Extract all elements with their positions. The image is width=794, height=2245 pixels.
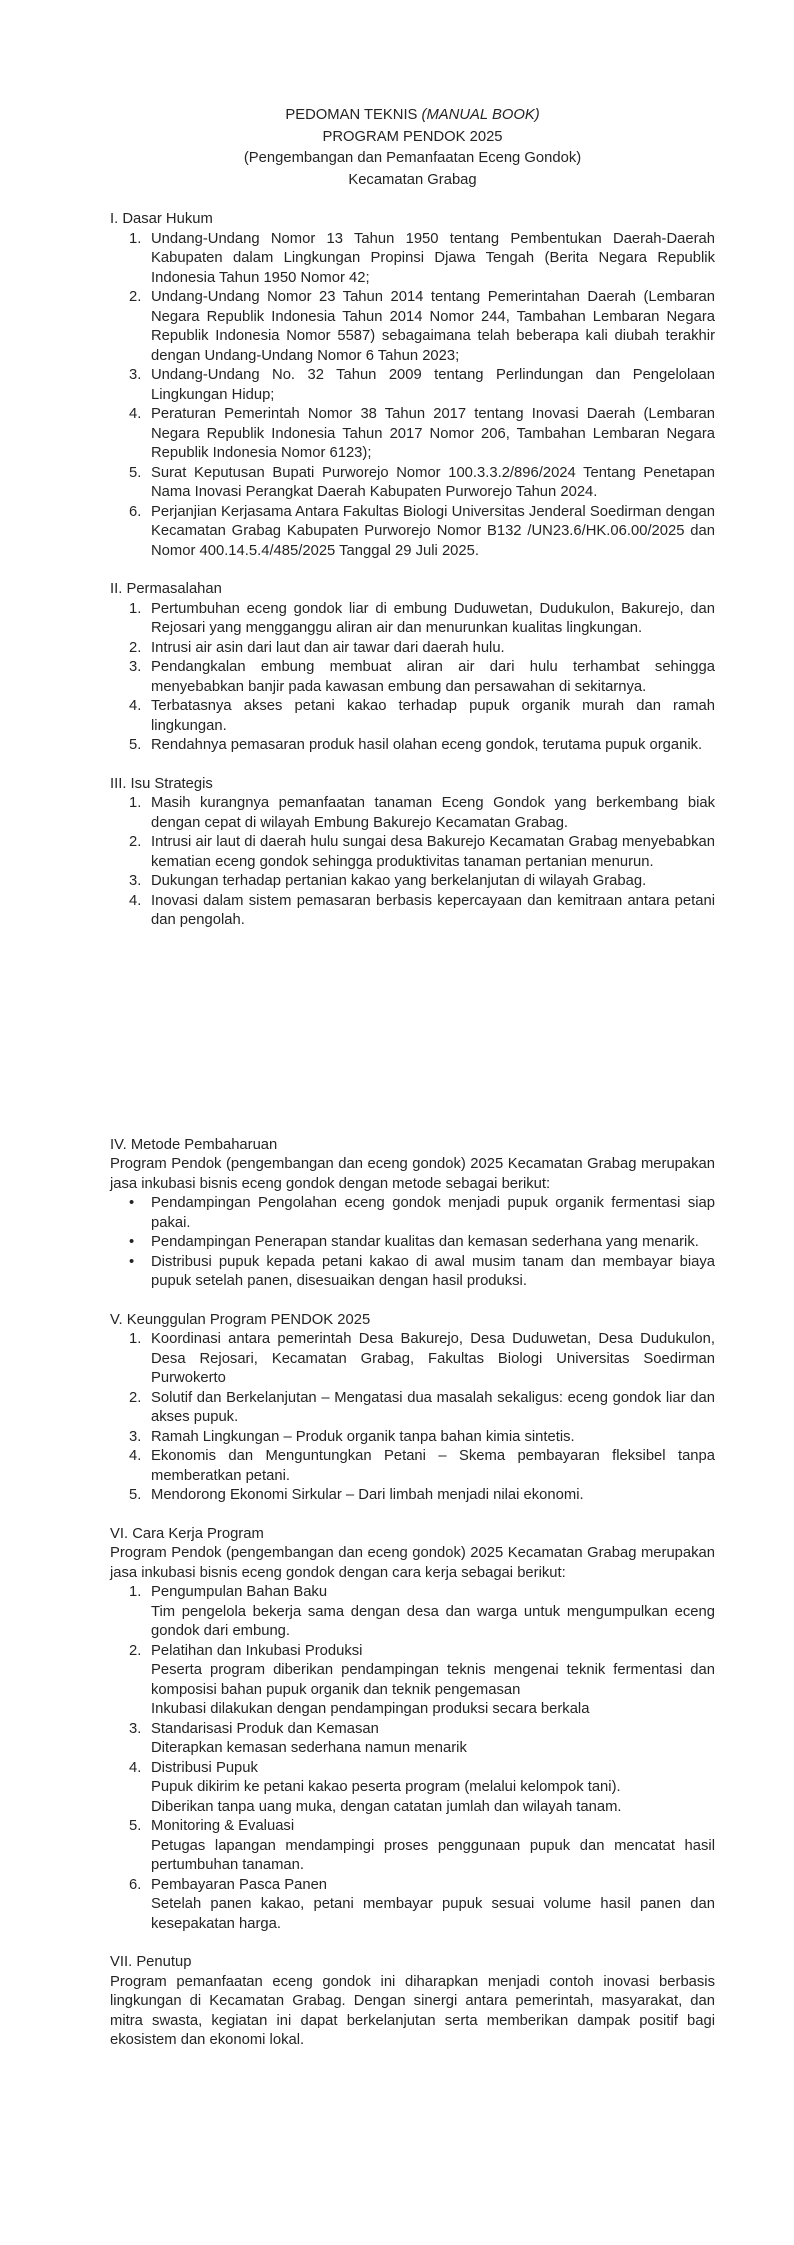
number-marker: 5. xyxy=(129,464,142,481)
list-item-body xyxy=(151,1330,715,1389)
list-item-text: Undang-Undang Nomor 13 Tahun 1950 tentang Pembentukan Daerah-Daerah Kabupaten dalam Lingkungan Propinsi Djawa Tengah (Berita Negara Republik Indonesia Tahun 1950 Nomor 42; xyxy=(151,230,715,286)
list-item-text: Rendahnya pemasaran produk hasil olahan eceng gondok, terutama pupuk organik. xyxy=(151,737,703,753)
section xyxy=(110,1953,715,2051)
number-marker: 4. xyxy=(129,1759,142,1776)
list-item xyxy=(110,1253,715,1292)
list-item-body xyxy=(151,288,715,366)
bullet-marker: • xyxy=(129,1195,135,1211)
list-item-body xyxy=(151,1233,715,1253)
number-marker: 4. xyxy=(129,1448,142,1464)
bullet-marker: • xyxy=(129,1234,135,1250)
number-marker: 6. xyxy=(129,503,142,520)
list-item xyxy=(110,1720,715,1759)
section-paragraph: Program pemanfaatan eceng gondok ini diharapkan menjadi contoh inovasi berbasis lingkungan di Kecamatan Grabag. Dengan sinergi antara pemerintah, masyarakat, dan mitra swasta, kegiatan ini dapat berkelanjutan serta memberikan dampak positif bagi ekosistem dan ekonomi lokal. xyxy=(110,1973,715,2048)
list-item-body xyxy=(151,503,715,562)
section xyxy=(110,1311,715,1506)
document-title-line-2: PROGRAM PENDOK 2025 xyxy=(322,128,503,145)
list-item-body xyxy=(151,833,715,872)
list-item-body xyxy=(151,1876,715,1935)
list-item-body xyxy=(151,1447,715,1486)
numbered-list xyxy=(110,1330,715,1506)
list-item-text: Mendorong Ekonomi Sirkular – Dari limbah menjadi nilai ekonomi. xyxy=(151,1487,584,1503)
list-item-body xyxy=(151,464,715,503)
list-item-body xyxy=(151,1194,715,1233)
title-main-text: PEDOMAN TEKNIS xyxy=(285,107,422,123)
number-marker: 3. xyxy=(129,1720,142,1737)
section xyxy=(110,1136,715,1292)
number-marker: 2. xyxy=(129,834,142,850)
list-item xyxy=(110,1389,715,1428)
section xyxy=(110,1525,715,1935)
list-item-body xyxy=(151,1253,715,1292)
number-marker: 3. xyxy=(129,1428,142,1445)
document-page-1 xyxy=(110,210,715,931)
list-item-detail: Inkubasi dilakukan dengan pendampingan produksi secara berkala xyxy=(151,1701,590,1717)
list-item xyxy=(110,697,715,736)
list-item-text: Monitoring & Evaluasi xyxy=(151,1818,295,1834)
list-item-detail: Diberikan tanpa uang muka, dengan catatan jumlah dan wilayah tanam. xyxy=(151,1798,622,1815)
list-item-text: Terbatasnya akses petani kakao terhadap pupuk organik murah dan ramah lingkungan. xyxy=(151,698,715,734)
list-item-body xyxy=(151,366,715,405)
document-page-2 xyxy=(110,1136,715,2051)
list-item-body xyxy=(151,1486,715,1506)
list-item-text: Pelatihan dan Inkubasi Produksi xyxy=(151,1642,363,1659)
section-heading: I. Dasar Hukum xyxy=(110,211,213,227)
list-item-body xyxy=(151,405,715,464)
list-item-text: Pertumbuhan eceng gondok liar di embung Duduwetan, Dudukulon, Bakurejo, dan Rejosari yang mengganggu aliran air dan menurunkan kualitas lingkungan. xyxy=(151,600,715,636)
list-item-text: Peraturan Pemerintah Nomor 38 Tahun 2017 tentang Inovasi Daerah (Lembaran Negara Republik Indonesia Tahun 2017 Nomor 206, Tambahan Lembaran Negara Republik Indonesia Nomor 6123); xyxy=(151,406,715,461)
list-item xyxy=(110,794,715,833)
list-item xyxy=(110,288,715,366)
list-item xyxy=(110,833,715,872)
bulleted-list xyxy=(110,1194,715,1292)
list-item-body xyxy=(151,1583,715,1642)
list-item xyxy=(110,892,715,931)
section-heading: VI. Cara Kerja Program xyxy=(110,1525,264,1542)
numbered-list xyxy=(110,1583,715,1934)
number-marker: 3. xyxy=(129,659,142,675)
list-item-text: Undang-Undang Nomor 23 Tahun 2014 tentang Pemerintahan Daerah (Lembaran Negara Republik Indonesia Tahun 2014 Nomor 244, Tambahan Lembaran Negara Republik Indonesia Nomor 5587) sebagaimana telah beberapa kali diubah terakhir dengan Undang-Undang Nomor 6 Tahun 2023; xyxy=(151,289,715,364)
numbered-list xyxy=(110,794,715,931)
list-item xyxy=(110,600,715,639)
list-item-text: Ekonomis dan Menguntungkan Petani – Skema pembayaran fleksibel tanpa memberatkan petani. xyxy=(151,1448,715,1484)
number-marker: 3. xyxy=(129,367,142,383)
number-marker: 5. xyxy=(129,1818,142,1834)
list-item-text: Distribusi pupuk kepada petani kakao di awal musim tanam dan membayar biaya pupuk setelah panen, disesuaikan dengan hasil produksi. xyxy=(151,1253,715,1289)
section-heading: III. Isu Strategis xyxy=(110,775,213,792)
number-marker: 1. xyxy=(129,1331,142,1347)
section-heading: VII. Penutup xyxy=(110,1954,192,1970)
title-italic-text: (MANUAL BOOK) xyxy=(421,107,540,123)
list-item xyxy=(110,1428,715,1448)
list-item-text: Ramah Lingkungan – Produk organik tanpa bahan kimia sintetis. xyxy=(151,1428,575,1445)
number-marker: 3. xyxy=(129,873,142,889)
list-item-body xyxy=(151,230,715,289)
list-item-body xyxy=(151,658,715,697)
list-item-text: Undang-Undang No. 32 Tahun 2009 tentang Perlindungan dan Pengelolaan Lingkungan Hidup; xyxy=(151,367,715,403)
list-item-text: Intrusi air laut di daerah hulu sungai desa Bakurejo Kecamatan Grabag menyebabkan kematian eceng gondok sehingga produktivitas tanaman pertanian menurun. xyxy=(151,834,715,870)
section-heading: II. Permasalahan xyxy=(110,581,222,597)
list-item xyxy=(110,639,715,659)
number-marker: 2. xyxy=(129,639,142,656)
number-marker: 1. xyxy=(129,1584,142,1600)
list-item-body xyxy=(151,697,715,736)
number-marker: 6. xyxy=(129,1876,142,1893)
list-item-detail: Peserta program diberikan pendampingan teknis mengenai teknik fermentasi dan komposisi bahan pupuk organik dan teknik pengemasan xyxy=(151,1662,715,1698)
number-marker: 1. xyxy=(129,795,142,811)
list-item xyxy=(110,1817,715,1876)
list-item xyxy=(110,464,715,503)
list-item-body xyxy=(151,1817,715,1876)
list-item-detail: Diterapkan kemasan sederhana namun menarik xyxy=(151,1740,467,1756)
list-item xyxy=(110,1876,715,1935)
list-item xyxy=(110,658,715,697)
list-item-text: Pengumpulan Bahan Baku xyxy=(151,1584,328,1600)
section xyxy=(110,580,715,756)
number-marker: 4. xyxy=(129,698,142,714)
list-item xyxy=(110,1330,715,1389)
list-item-body xyxy=(151,600,715,639)
list-item-text: Masih kurangnya pemanfaatan tanaman Eceng Gondok yang berkembang biak dengan cepat di wilayah Embung Bakurejo Kecamatan Grabag. xyxy=(151,795,715,831)
number-marker: 2. xyxy=(129,289,142,305)
list-item xyxy=(110,1486,715,1506)
number-marker: 1. xyxy=(129,230,142,247)
list-item xyxy=(110,405,715,464)
list-item-text: Pendangkalan embung membuat aliran air dari hulu terhambat sehingga menyebabkan banjir pada kawasan embung dan persawahan di sekitarnya. xyxy=(151,659,715,695)
list-item-body xyxy=(151,1720,715,1759)
list-item xyxy=(110,230,715,289)
list-item-text: Perjanjian Kerjasama Antara Fakultas Biologi Universitas Jenderal Soedirman dengan Kecamatan Grabag Kabupaten Purworejo Nomor B132 /UN23.6/HK.06.00/2025 dan Nomor 400.14.5.4/485/2025 Tanggal 29 Juli 2025. xyxy=(151,503,715,559)
list-item-detail: Tim pengelola bekerja sama dengan desa dan warga untuk mengumpulkan eceng gondok dari embung. xyxy=(151,1603,715,1639)
section-heading: V. Keunggulan Program PENDOK 2025 xyxy=(110,1311,371,1328)
list-item xyxy=(110,503,715,562)
list-item-body xyxy=(151,1428,715,1448)
list-item xyxy=(110,1233,715,1253)
list-item xyxy=(110,1642,715,1720)
list-item-detail: Setelah panen kakao, petani membayar pupuk sesuai volume hasil panen dan kesepakatan harga. xyxy=(151,1896,715,1932)
document-title-line-3: (Pengembangan dan Pemanfaatan Eceng Gondok) xyxy=(243,150,582,166)
number-marker: 4. xyxy=(129,406,142,422)
document-title-line-1 xyxy=(110,105,715,127)
list-item-body xyxy=(151,1759,715,1818)
list-item-text: Standarisasi Produk dan Kemasan xyxy=(151,1720,379,1737)
list-item-text: Pendampingan Pengolahan eceng gondok menjadi pupuk organik fermentasi siap pakai. xyxy=(151,1195,715,1231)
list-item-body xyxy=(151,736,715,756)
section-paragraph: Program Pendok (pengembangan dan eceng gondok) 2025 Kecamatan Grabag merupakan jasa inkubasi bisnis eceng gondok dengan cara kerja sebagai berikut: xyxy=(110,1545,715,1581)
list-item-body xyxy=(151,892,715,931)
numbered-list xyxy=(110,230,715,562)
number-marker: 4. xyxy=(129,892,142,909)
list-item-text: Inovasi dalam sistem pemasaran berbasis kepercayaan dan kemitraan antara petani dan pengolah. xyxy=(151,892,715,928)
number-marker: 2. xyxy=(129,1389,142,1406)
list-item-body xyxy=(151,1389,715,1428)
section xyxy=(110,210,715,561)
list-item-text: Distribusi Pupuk xyxy=(151,1759,258,1776)
list-item xyxy=(110,1194,715,1233)
list-item xyxy=(110,1583,715,1642)
list-item-body xyxy=(151,794,715,833)
list-item-body xyxy=(151,1642,715,1720)
document-title-line-4: Kecamatan Grabag xyxy=(348,171,477,188)
list-item xyxy=(110,366,715,405)
list-item-body xyxy=(151,639,715,659)
document-pages xyxy=(110,210,715,2051)
list-item-text: Koordinasi antara pemerintah Desa Bakurejo, Desa Duduwetan, Desa Dudukulon, Desa Rejosari, Kecamatan Grabag, Fakultas Biologi Universitas Soedirman Purwokerto xyxy=(151,1331,715,1386)
list-item-text: Pendampingan Penerapan standar kualitas dan kemasan sederhana yang menarik. xyxy=(151,1234,699,1250)
page-break-spacer xyxy=(110,931,715,1117)
section-heading: IV. Metode Pembaharuan xyxy=(110,1136,278,1153)
list-item-body xyxy=(151,872,715,892)
bullet-marker: • xyxy=(129,1253,135,1270)
list-item xyxy=(110,1447,715,1486)
section-paragraph: Program Pendok (pengembangan dan eceng gondok) 2025 Kecamatan Grabag merupakan jasa inkubasi bisnis eceng gondok dengan metode sebagai berikut: xyxy=(110,1156,715,1192)
list-item xyxy=(110,736,715,756)
list-item-text: Surat Keputusan Bupati Purworejo Nomor 100.3.3.2/896/2024 Tentang Penetapan Nama Inovasi Perangkat Daerah Kabupaten Purworejo Tahun 2024. xyxy=(151,464,715,500)
list-item-text: Dukungan terhadap pertanian kakao yang berkelanjutan di wilayah Grabag. xyxy=(151,873,647,889)
list-item-text: Pembayaran Pasca Panen xyxy=(151,1876,328,1893)
list-item xyxy=(110,1759,715,1818)
list-item-detail: Petugas lapangan mendampingi proses penggunaan pupuk dan mencatat hasil pertumbuhan tanaman. xyxy=(151,1837,715,1873)
list-item-detail: Pupuk dikirim ke petani kakao peserta program (melalui kelompok tani). xyxy=(151,1779,621,1795)
numbered-list xyxy=(110,600,715,756)
number-marker: 5. xyxy=(129,737,142,753)
number-marker: 1. xyxy=(129,600,142,617)
number-marker: 2. xyxy=(129,1642,142,1659)
document-title xyxy=(110,105,715,191)
list-item-text: Intrusi air asin dari laut dan air tawar dari daerah hulu. xyxy=(151,639,505,656)
section xyxy=(110,775,715,931)
number-marker: 5. xyxy=(129,1487,142,1503)
list-item xyxy=(110,872,715,892)
list-item-text: Solutif dan Berkelanjutan – Mengatasi dua masalah sekaligus: eceng gondok liar dan akses pupuk. xyxy=(151,1389,715,1425)
